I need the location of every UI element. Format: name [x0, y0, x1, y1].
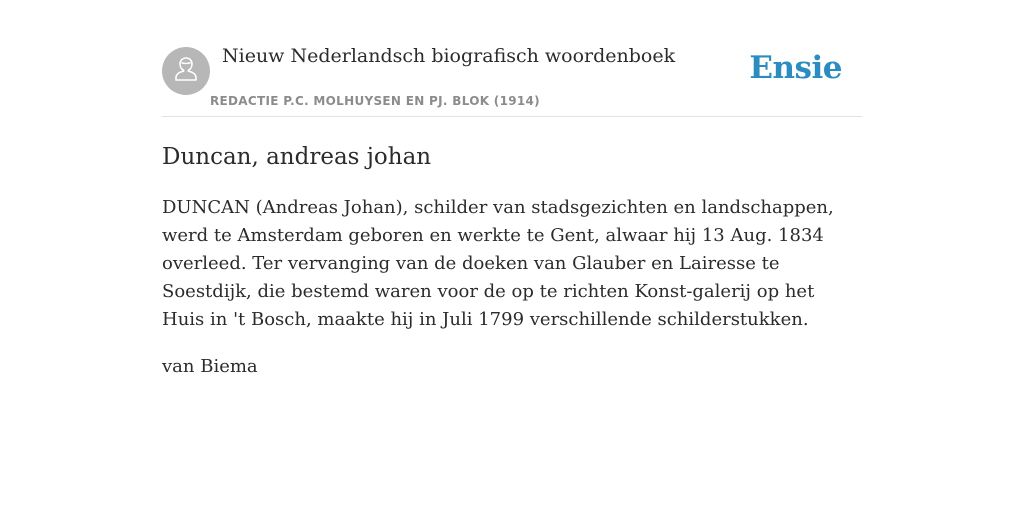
entry-body: DUNCAN (Andreas Johan), schilder van stadsgezichten en landschappen, werd te Amsterdam geboren en werkte te Gent, alwaar hij 13 Aug. 1834 overleed. Ter vervanging van de doeken van Glauber en Lairesse te Soestdijk, die bestemd waren voor de op te richten Konst-galerij op het Huis in 't Bosch, maakte hij in Juli 1799 verschillende schilderstukken.	[162, 197, 834, 330]
book-title-link[interactable]: Nieuw Nederlandsch biografisch woordenboek	[222, 45, 676, 67]
header	[162, 0, 862, 117]
page	[162, 0, 862, 381]
ensie-logo-link[interactable]: Ensie	[749, 50, 842, 86]
book-subtitle: REDACTIE P.C. MOLHUYSEN EN PJ. BLOK (1914)	[210, 94, 540, 108]
avatar[interactable]	[162, 47, 210, 95]
entry-author: van Biema	[162, 356, 258, 377]
entry-title: Duncan, andreas johan	[162, 144, 432, 170]
user-icon	[171, 54, 201, 89]
